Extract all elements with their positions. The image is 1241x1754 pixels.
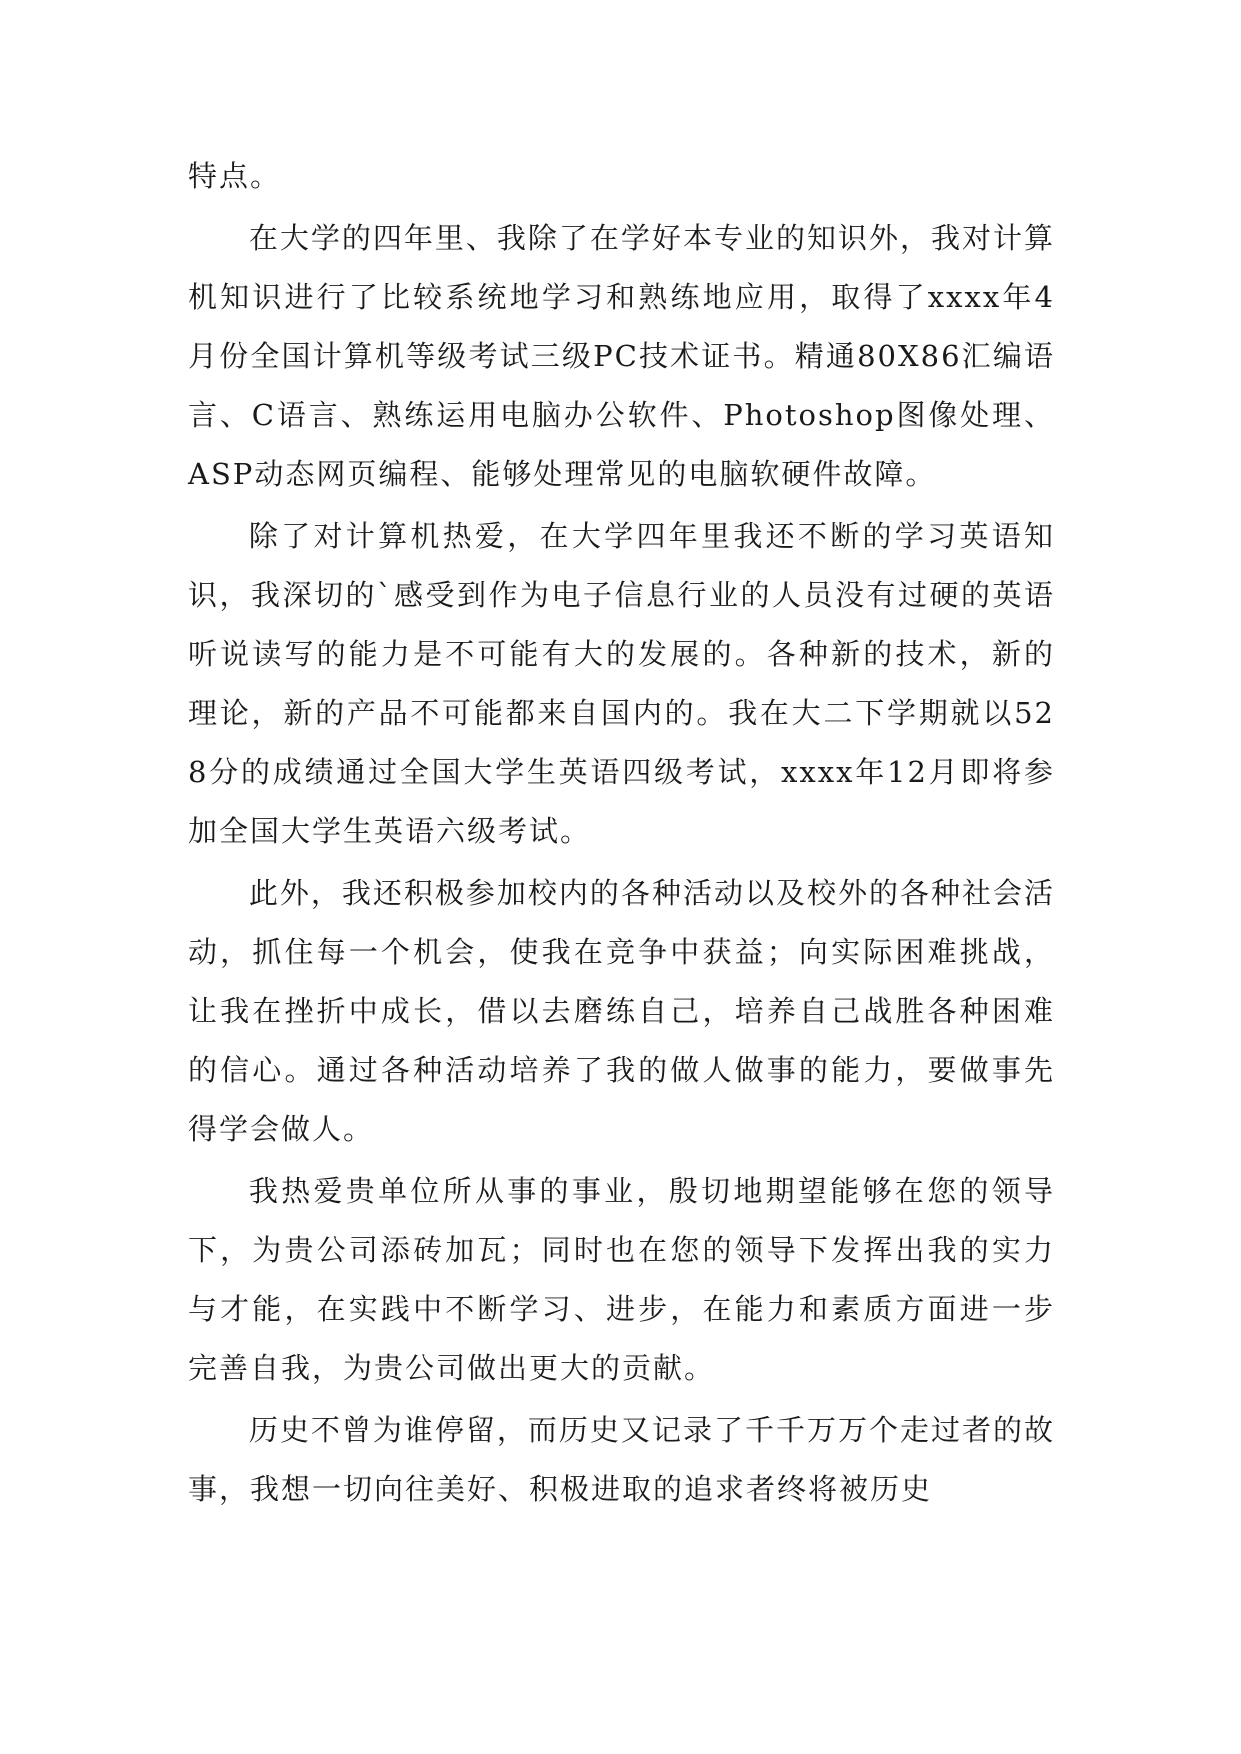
paragraph-aspiration: 我热爱贵单位所从事的事业，殷切地期望能够在您的领导下，为贵公司添砖加瓦；同时也在您的领导下发挥出我的实力与才能，在实践中不断学习、进步，在能力和素质方面进一步完善自我，为贵公司做出更大的贡献。 xyxy=(188,1174,1055,1385)
paragraph-closing-history: 历史不曾为谁停留，而历史又记录了千千万万个走过者的故事，我想一切向往美好、积极进取的追求者终将被历史 xyxy=(188,1413,1055,1506)
paragraph-continuation: 特点。 xyxy=(188,159,282,193)
paragraph-english-skills: 除了对计算机热爱，在大学四年里我还不断的学习英语知识，我深切的`感受到作为电子信息行业的人员没有过硬的英语听说读写的能力是不可能有大的发展的。各种新的技术，新的理论，新的产品不可能都来自国内的。我在大二下学期就以528分的成绩通过全国大学生英语四级考试，xxxx年12月即将参加全国大学生英语六级考试。 xyxy=(188,519,1055,848)
paragraph-activities: 此外，我还积极参加校内的各种活动以及校外的各种社会活动，抓住每一个机会，使我在竞争中获益；向实际困难挑战，让我在挫折中成长，借以去磨练自己，培养自己战胜各种困难的信心。通过各种活动培养了我的做人做事的能力，要做事先得学会做人。 xyxy=(188,876,1055,1146)
paragraph-computer-skills: 在大学的四年里、我除了在学好本专业的知识外，我对计算机知识进行了比较系统地学习和熟练地应用，取得了xxxx年4月份全国计算机等级考试三级PC技术证书。精通80X86汇编语言、C语言、熟练运用电脑办公软件、Photoshop图像处理、ASP动态网页编程、能够处理常见的电脑软硬件故障。 xyxy=(188,221,1055,491)
